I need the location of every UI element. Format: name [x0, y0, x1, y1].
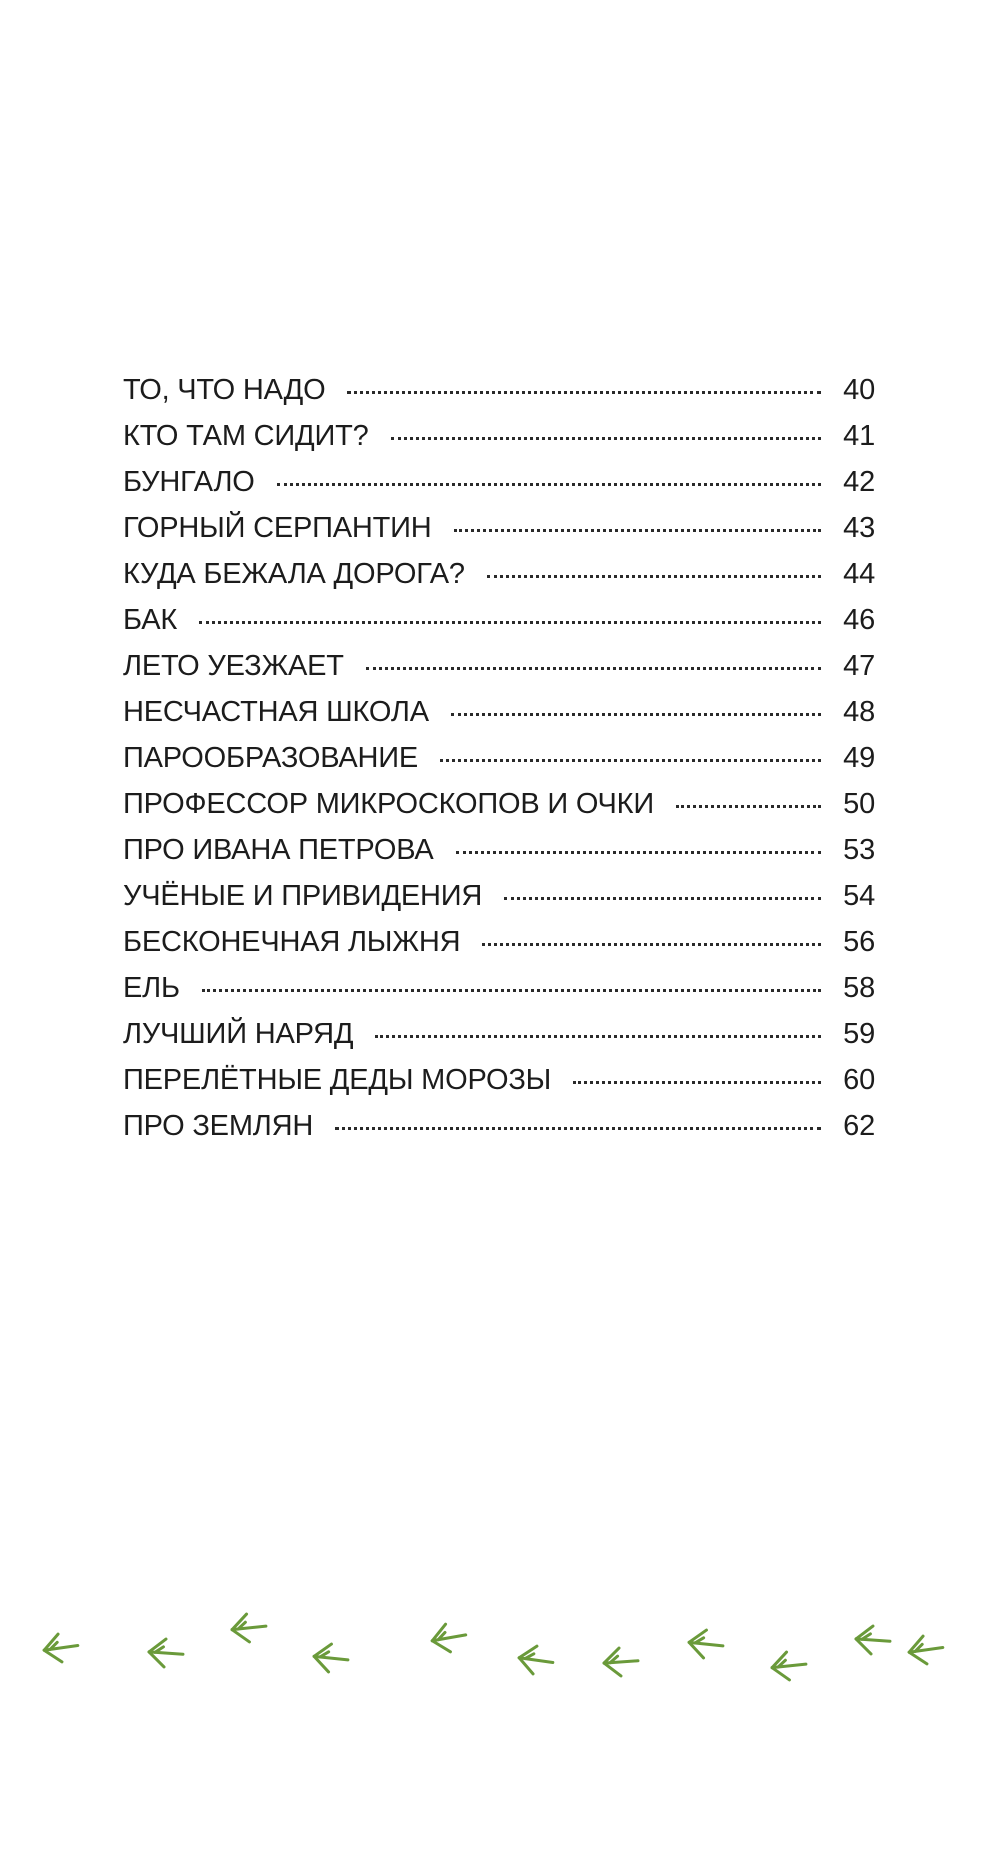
bird-tracks-decoration — [0, 1580, 1000, 1720]
toc-dot-leader — [391, 437, 821, 440]
toc-entry — [123, 742, 875, 788]
toc-entry-title: ЛЕТО УЕЗЖАЕТ — [123, 650, 344, 682]
toc-entry-page: 53 — [843, 834, 875, 866]
toc-entry-title: КТО ТАМ СИДИТ? — [123, 420, 369, 452]
toc-dot-leader — [366, 667, 821, 670]
toc-entry-page: 43 — [843, 512, 875, 544]
bird-footprint-icon — [851, 1621, 893, 1660]
toc-entry — [123, 420, 875, 466]
toc-entry-title: ЕЛЬ — [123, 972, 180, 1004]
toc-dot-leader — [454, 529, 821, 532]
toc-entry-title: КУДА БЕЖАЛА ДОРОГА? — [123, 558, 465, 590]
table-of-contents — [123, 374, 875, 1156]
toc-dot-leader — [277, 483, 821, 486]
bird-footprint-icon — [599, 1643, 641, 1682]
toc-entry — [123, 558, 875, 604]
toc-entry-title: БУНГАЛО — [123, 466, 255, 498]
bird-footprint-icon — [903, 1629, 948, 1670]
toc-entry — [123, 972, 875, 1018]
toc-entry — [123, 466, 875, 512]
toc-entry — [123, 1064, 875, 1110]
toc-entry-page: 59 — [843, 1018, 875, 1050]
bird-footprint-icon — [766, 1646, 810, 1686]
bird-footprint-icon — [226, 1608, 270, 1648]
toc-entry-page: 48 — [843, 696, 875, 728]
toc-entry-title: ПРО ЗЕМЛЯН — [123, 1110, 314, 1142]
toc-entry — [123, 788, 875, 834]
toc-entry-page: 44 — [843, 558, 875, 590]
toc-entry-title: БАК — [123, 604, 178, 636]
toc-entry — [123, 604, 875, 650]
toc-dot-leader — [375, 1035, 821, 1038]
toc-entry-page: 50 — [843, 788, 875, 820]
toc-entry — [123, 696, 875, 742]
toc-dot-leader — [456, 851, 821, 854]
toc-dot-leader — [482, 943, 821, 946]
toc-entry-page: 47 — [843, 650, 875, 682]
toc-entry-title: УЧЁНЫЕ И ПРИВИДЕНИЯ — [123, 880, 483, 912]
bird-footprint-icon — [38, 1627, 83, 1668]
toc-entry — [123, 374, 875, 420]
toc-entry-title: ЛУЧШИЙ НАРЯД — [123, 1018, 354, 1050]
toc-dot-leader — [440, 759, 821, 762]
toc-entry-title: ПЕРЕЛЁТНЫЕ ДЕДЫ МОРОЗЫ — [123, 1064, 552, 1096]
toc-entry-page: 46 — [843, 604, 875, 636]
toc-entry-page: 62 — [843, 1110, 875, 1142]
toc-entry — [123, 1110, 875, 1156]
toc-entry-title: ПРОФЕССОР МИКРОСКОПОВ И ОЧКИ — [123, 788, 655, 820]
toc-entry-page: 54 — [843, 880, 875, 912]
bird-footprint-icon — [425, 1617, 471, 1659]
toc-dot-leader — [347, 391, 821, 394]
toc-dot-leader — [335, 1127, 821, 1130]
toc-dot-leader — [676, 805, 821, 808]
toc-entry — [123, 650, 875, 696]
toc-dot-leader — [202, 989, 821, 992]
toc-entry — [123, 880, 875, 926]
toc-entry — [123, 1018, 875, 1064]
toc-dot-leader — [451, 713, 821, 716]
toc-entry-page: 60 — [843, 1064, 875, 1096]
toc-entry-title: ПРО ИВАНА ПЕТРОВА — [123, 834, 434, 866]
toc-dot-leader — [504, 897, 821, 900]
toc-dot-leader — [199, 621, 821, 624]
toc-entry — [123, 926, 875, 972]
toc-entry-page: 40 — [843, 374, 875, 406]
toc-entry-title: ГОРНЫЙ СЕРПАНТИН — [123, 512, 432, 544]
bird-footprint-icon — [144, 1634, 186, 1673]
toc-dot-leader — [487, 575, 821, 578]
bird-footprint-icon — [513, 1639, 558, 1680]
toc-entry — [123, 512, 875, 558]
bird-footprint-icon — [308, 1638, 352, 1678]
toc-entry-title: НЕСЧАСТНАЯ ШКОЛА — [123, 696, 429, 728]
toc-entry-page: 49 — [843, 742, 875, 774]
bird-footprint-icon — [683, 1624, 727, 1664]
toc-entry-title: БЕСКОНЕЧНАЯ ЛЫЖНЯ — [123, 926, 461, 958]
toc-entry-page: 58 — [843, 972, 875, 1004]
toc-entry-title: ПАРООБРАЗОВАНИЕ — [123, 742, 419, 774]
toc-entry-title: ТО, ЧТО НАДО — [123, 374, 326, 406]
toc-entry-page: 42 — [843, 466, 875, 498]
toc-dot-leader — [573, 1081, 821, 1084]
toc-entry — [123, 834, 875, 880]
toc-entry-page: 41 — [843, 420, 875, 452]
toc-entry-page: 56 — [843, 926, 875, 958]
